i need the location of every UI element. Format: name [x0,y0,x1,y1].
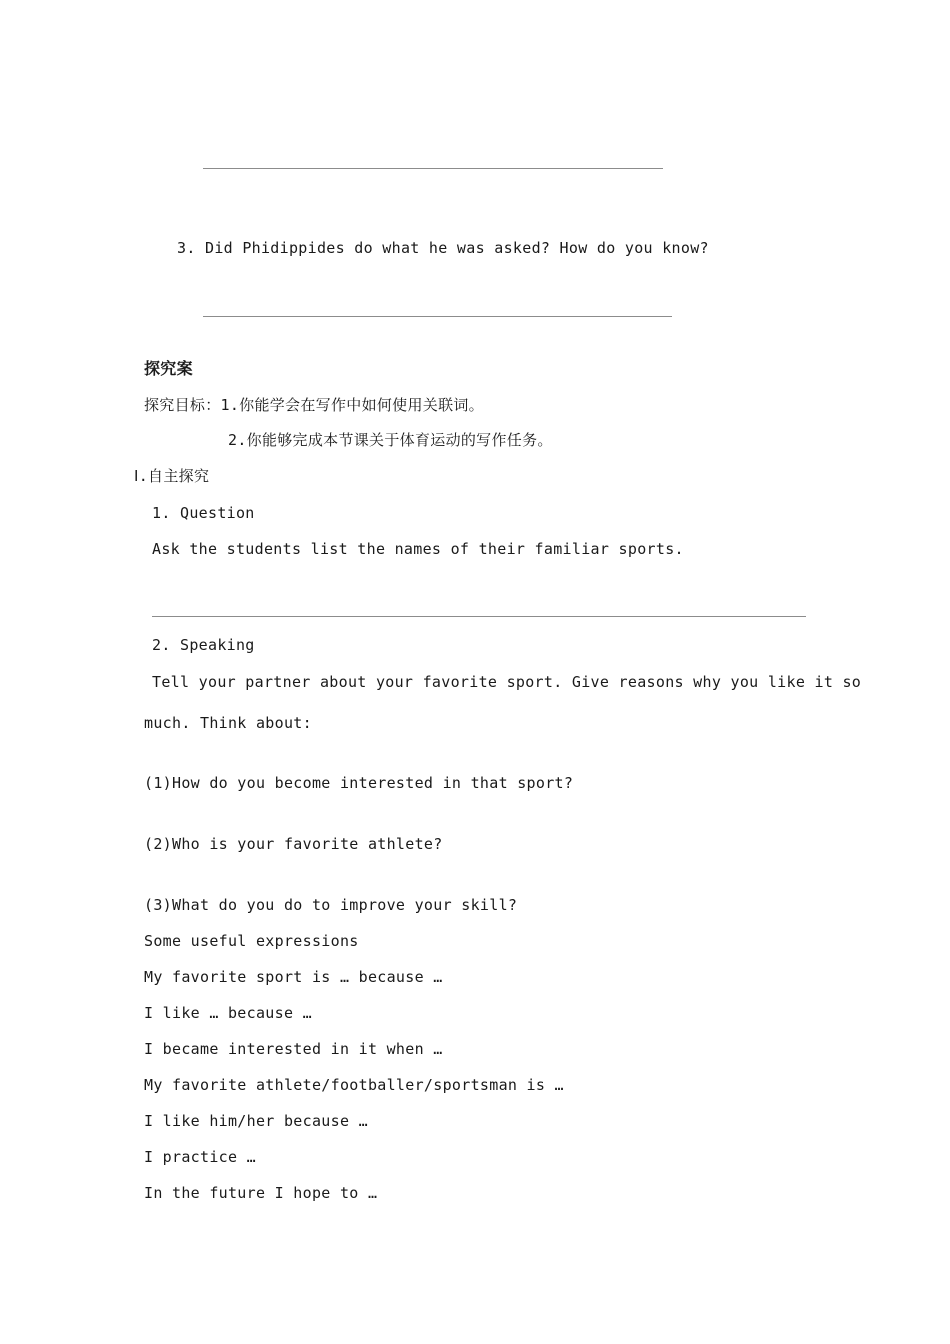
item-2-heading: 2. Speaking [152,636,255,654]
think-about-1: (1)How do you become interested in that sport? [144,774,574,792]
answer-line-3 [203,316,672,317]
answer-line-item-1 [152,616,806,617]
expression-item: My favorite athlete/footballer/sportsman is … [144,1076,564,1094]
expression-item: I like him/her because … [144,1112,368,1130]
expression-item: In the future I hope to … [144,1184,378,1202]
goal-line-2: 2.你能够完成本节课关于体育运动的写作任务。 [228,431,553,449]
think-about-3: (3)What do you do to improve your skill? [144,896,518,914]
expression-item: I became interested in it when … [144,1040,443,1058]
part-1-heading: Ⅰ.自主探究 [134,467,210,485]
expression-item: I practice … [144,1148,256,1166]
expression-item: I like … because … [144,1004,312,1022]
think-about-2: (2)Who is your favorite athlete? [144,835,443,853]
item-2-text-line-1: Tell your partner about your favorite sport. Give reasons why you like it so [152,673,862,691]
section-title: 探究案 [144,359,193,378]
item-1-text: Ask the students list the names of their familiar sports. [152,540,684,558]
item-2-text-line-2: much. Think about: [144,714,312,732]
question-3: 3. Did Phidippides do what he was asked? How do you know? [177,239,709,257]
item-1-heading: 1. Question [152,504,255,522]
expressions-heading: Some useful expressions [144,932,359,950]
answer-line-2 [203,168,663,169]
expression-item: My favorite sport is … because … [144,968,443,986]
goal-line-1: 探究目标：1.你能学会在写作中如何使用关联词。 [144,396,484,414]
